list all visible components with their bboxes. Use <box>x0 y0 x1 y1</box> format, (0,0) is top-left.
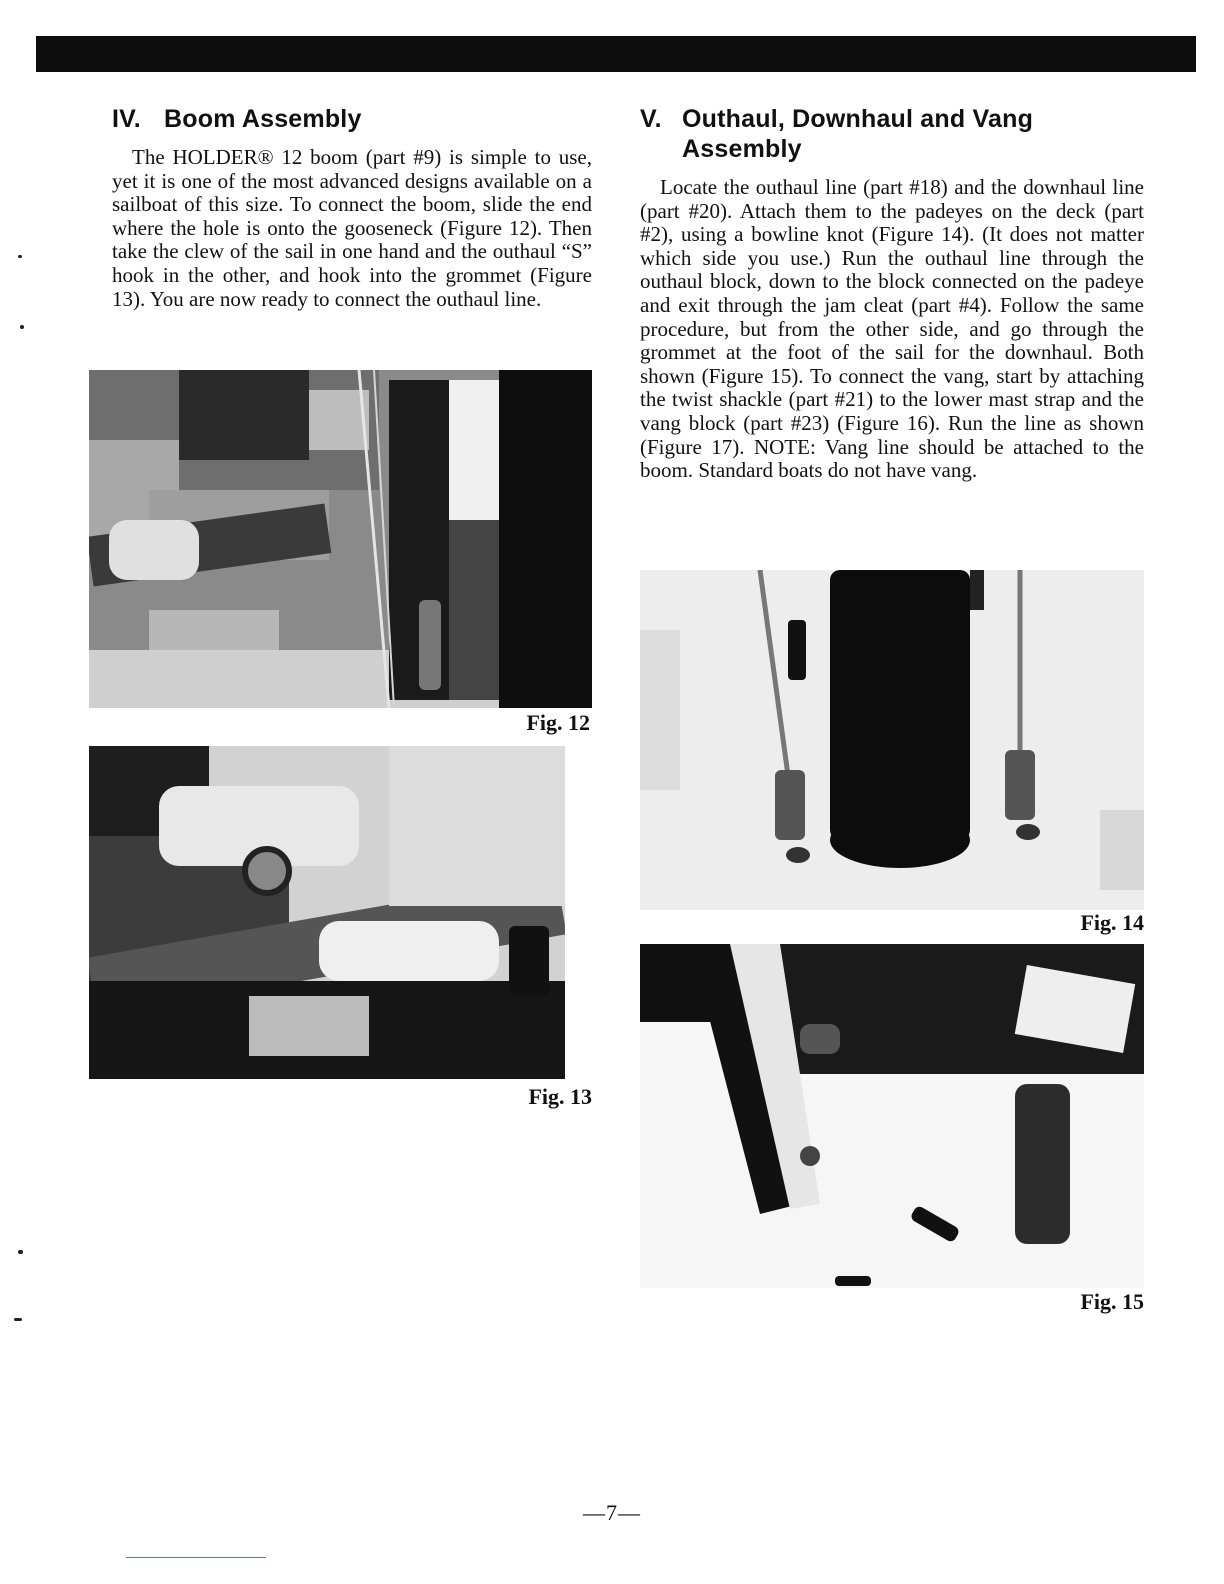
figure-15-caption: Fig. 15 <box>1080 1289 1144 1314</box>
boom-assembly-section <box>112 104 592 311</box>
header-bar <box>36 36 1196 72</box>
figure-15-photo <box>640 944 1144 1288</box>
section-number: V. <box>640 105 662 133</box>
section-title: Outhaul, Downhaul and Vang Assembly <box>682 105 1034 163</box>
figure-13-caption: Fig. 13 <box>528 1084 592 1109</box>
section-paragraph: Locate the outhaul line (part #18) and the downhaul line (part #20). Attach them to the padeyes on the deck (part #2), using a bowline knot (Figure 14). (It does not matter which side you use.) Run the outhaul line through the outhaul block, down to the block connected on the padeye and exit through the jam cleat (part #4). Follow the same procedure, but from the other side, and go through the grommet at the foot of the sail for the downhaul. Both shown (Figure 15). To connect the vang, start by attaching the twist shackle (part #21) to the lower mast strap and the vang block (part #23) (Figure 16). Run the line as shown (Figure 17). NOTE: Vang line should be attached to the boom. Standard boats do not have vang. <box>640 175 1144 483</box>
section-heading <box>640 104 1144 164</box>
figure-13-photo <box>89 746 565 1079</box>
margin-speck <box>18 1250 23 1254</box>
section-paragraph: The HOLDER® 12 boom (part #9) is simple to use, yet it is one of the most advanced designs available on a sailboat of this size. To connect the boom, slide the end where the hole is onto the gooseneck (Figure 12). Then take the clew of the sail in one hand and the outhaul “S” hook in the other, and hook into the grommet (Figure 13). You are now ready to connect the outhaul line. <box>112 145 592 311</box>
margin-speck <box>18 255 22 258</box>
figure-12-photo <box>89 370 592 708</box>
margin-speck <box>20 325 24 329</box>
figure-12-caption: Fig. 12 <box>526 710 590 735</box>
footer-line <box>126 1557 266 1558</box>
page-number: —7— <box>583 1500 641 1525</box>
figure-14-caption: Fig. 14 <box>1080 910 1144 935</box>
figure-14-photo <box>640 570 1144 910</box>
outhaul-downhaul-vang-section <box>640 104 1144 483</box>
section-number: IV. <box>112 105 141 133</box>
section-title: Boom Assembly <box>164 105 362 133</box>
section-heading <box>112 104 592 134</box>
margin-speck <box>14 1318 22 1321</box>
